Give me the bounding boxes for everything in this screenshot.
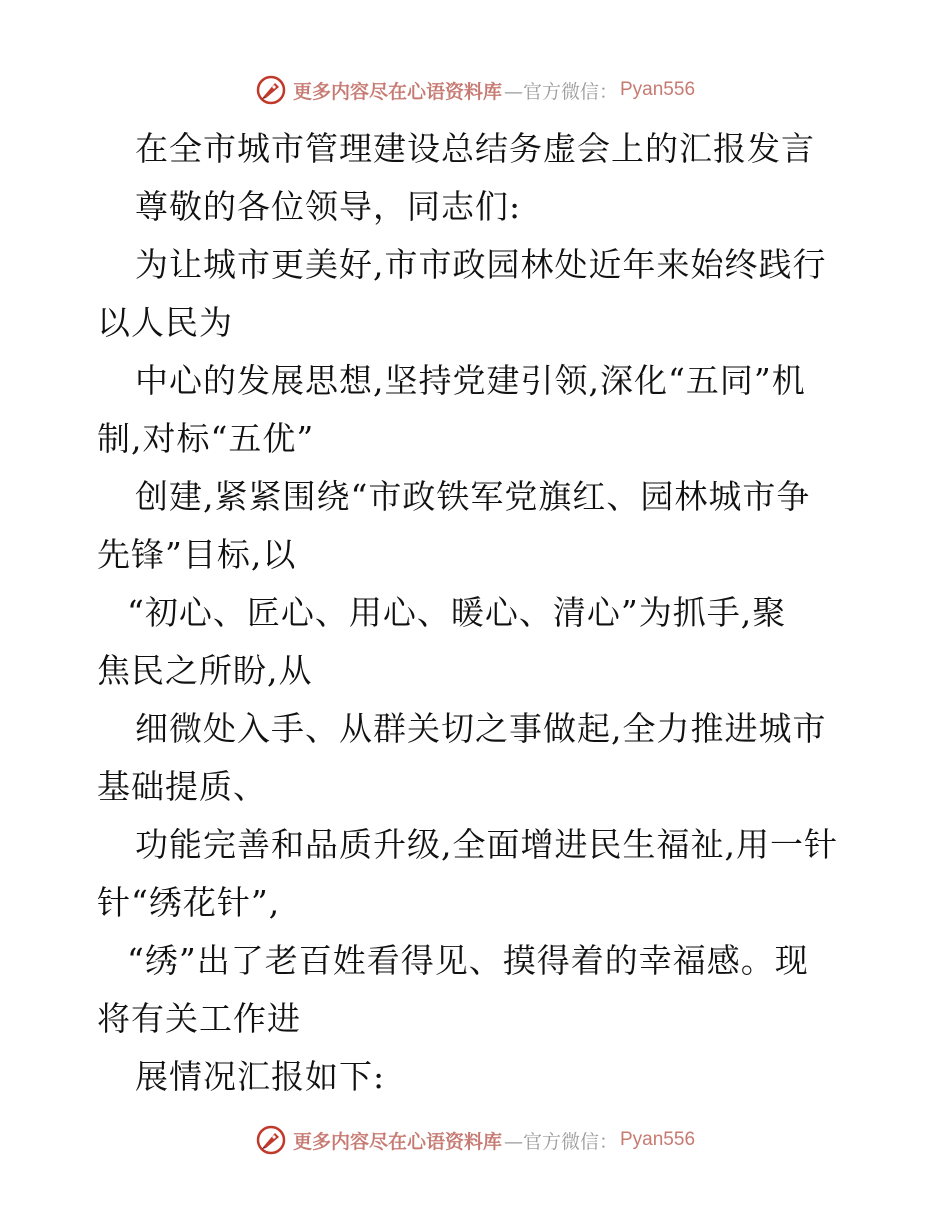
paragraph-line: 将有关工作进 xyxy=(97,999,301,1038)
paragraph-line: 功能完善和品质升级,全面增进民生福祉,用一针 xyxy=(135,825,838,864)
watermark-brand: 更多内容尽在心语资料库 xyxy=(292,1130,502,1153)
pen-nib-logo-icon xyxy=(255,74,287,106)
paragraph-line: 先锋”目标,以 xyxy=(97,535,297,574)
paragraph-line: 以人民为 xyxy=(97,303,233,342)
watermark-header xyxy=(0,70,950,110)
paragraph-line: 基础提质、 xyxy=(97,767,267,806)
watermark-footer xyxy=(0,1120,950,1160)
watermark-separator: —官方微信： xyxy=(503,80,618,103)
paragraph-line: “绣”出了老百姓看得见、摸得着的幸福感。现 xyxy=(127,941,809,980)
paragraph-line: 展情况汇报如下: xyxy=(135,1057,386,1096)
document-body xyxy=(97,120,857,1106)
paragraph-line: 针“绣花针”, xyxy=(97,883,281,922)
watermark-separator: —官方微信： xyxy=(503,1130,618,1153)
paragraph-line: “初心、匠心、用心、暖心、清心”为抓手,聚 xyxy=(127,593,787,632)
paragraph-line: 焦民之所盼,从 xyxy=(97,651,313,690)
paragraph-line: 细微处入手、从群关切之事做起,全力推进城市 xyxy=(135,709,827,748)
paragraph-line: 中心的发展思想,坚持党建引领,深化“五同”机 xyxy=(135,361,806,400)
paragraph-line: 制,对标“五优” xyxy=(97,419,315,458)
watermark-wechat-id: Pyan556 xyxy=(620,79,696,100)
document-greeting: 尊敬的各位领导，同志们: xyxy=(135,187,522,226)
pen-nib-logo-icon xyxy=(255,1124,287,1156)
document-title: 在全市城市管理建设总结务虚会上的汇报发言 xyxy=(135,129,815,168)
watermark-wechat-id: Pyan556 xyxy=(620,1129,696,1150)
watermark-brand: 更多内容尽在心语资料库 xyxy=(292,80,502,103)
paragraph-line: 为让城市更美好,市市政园林处近年来始终践行 xyxy=(135,245,827,284)
paragraph-line: 创建,紧紧围绕“市政铁军党旗红、园林城市争 xyxy=(135,477,811,516)
